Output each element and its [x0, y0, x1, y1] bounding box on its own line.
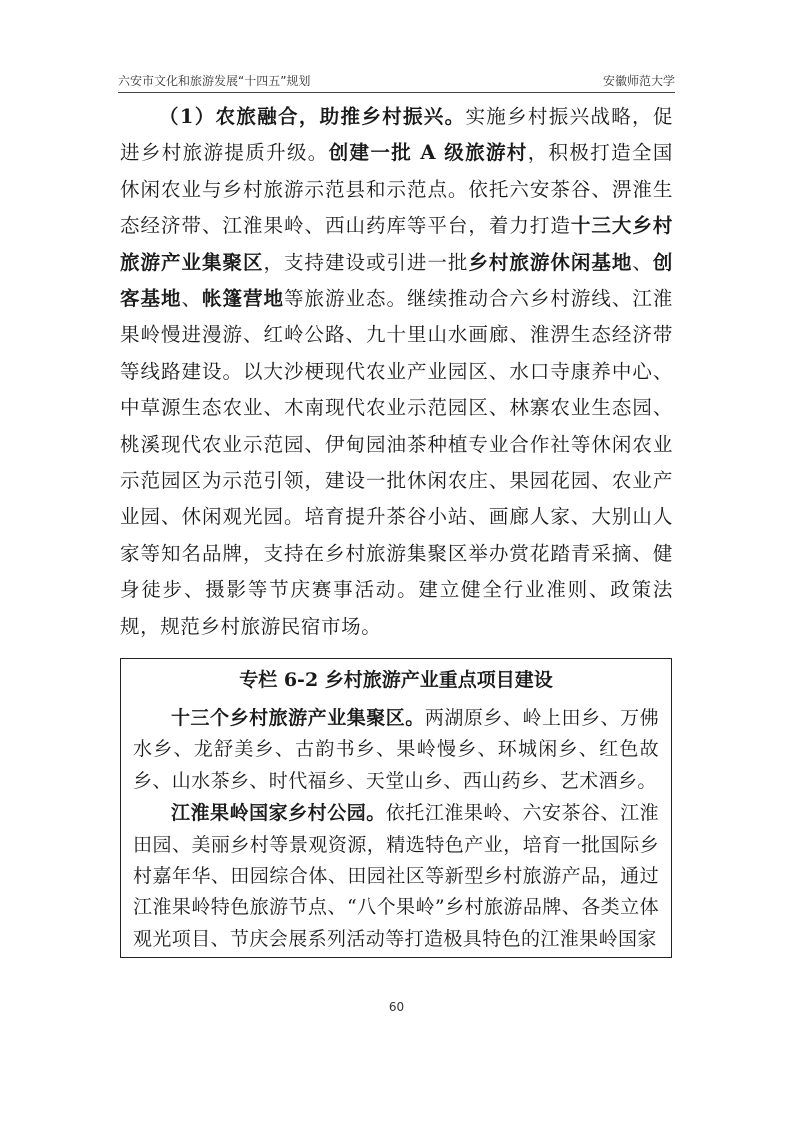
para-bold-phrase: 乡村旅游休闲基地 [468, 250, 633, 274]
header-institution: 安徽师范大学 [602, 74, 675, 88]
header-document-title: 六安市文化和旅游发展“十四五”规划 [118, 74, 311, 88]
para-heading: （1）农旅融合，助推乡村振兴。 [159, 105, 466, 128]
para-text: ，支持建设或引进一批 [263, 250, 469, 274]
para-bold-phrase: 创建一批 A 级旅游村 [328, 141, 528, 165]
running-header [118, 70, 675, 93]
box-item-text: 两湖原乡、岭上田乡、万佛水乡、龙舒美乡、古韵书乡、果岭慢乡、环城闲乡、红色故乡、山水茶乡、时代福乡、天堂山乡、西山药乡、艺术酒乡。 [133, 707, 659, 792]
column-box [120, 658, 672, 958]
box-body [121, 695, 671, 955]
box-paragraph [133, 703, 659, 797]
para-text: 等旅游业态。继续推动合六乡村游线、江淮果岭慢进漫游、红岭公路、九十里山水画廊、淮淠生态经济带等线路建设。以大沙梗现代农业产业园区、水口寺康养中心、中草源生态农业、木南现代农业示范园区、林寨农业生态园、桃溪现代农业示范园、伊甸园油茶种植专业合作社等休闲农业示范园区为示范引领，建设一批休闲农庄、果园花园、农业产业园、休闲观光园。培育提升茶谷小站、画廊人家、大别山人家等知名品牌，支持在乡村旅游集聚区举办赏花踏青采摘、健身徒步、摄影等节庆赛事活动。建立健全行业准则、政策法规，规范乡村旅游民宿市场。 [120, 287, 673, 638]
para-bold-phrase: 十三大乡村旅游产业集聚区 [120, 214, 673, 274]
para-text: 实施乡村振兴战略，促进乡村旅游提质升级。 [120, 105, 673, 165]
box-title: 专栏 6-2 乡村旅游产业重点项目建设 [239, 669, 553, 691]
box-item-heading: 十三个乡村旅游产业集聚区。 [171, 707, 425, 729]
para-text: 、 [632, 250, 653, 274]
page-number: 60 [388, 1000, 405, 1014]
para-text: 、 [181, 287, 202, 311]
paragraph-agri-tourism [120, 99, 673, 645]
box-item-heading: 江淮果岭国家乡村公园。 [171, 802, 386, 825]
box-paragraph [133, 798, 659, 955]
para-text: ，积极打造全国休闲农业与乡村旅游示范县和示范点。依托六安茶谷、淠淮生态经济带、江淮果岭、西山药库等平台，着力打造 [120, 141, 673, 238]
main-body [120, 99, 673, 645]
para-bold-phrase: 创客基地 [120, 250, 673, 311]
box-item-text: 依托江淮果岭、六安茶谷、江淮田园、美丽乡村等景观资源，精选特色产业，培育一批国际乡村嘉年华、田园综合体、田园社区等新型乡村旅游产品，通过江淮果岭特色旅游节点、“八个果岭”乡村旅游品牌、各类立体观光项目、节庆会展系列活动等打造极具特色的江淮果岭国家 [133, 802, 659, 950]
para-bold-phrase: 帐篷营地 [202, 287, 284, 311]
